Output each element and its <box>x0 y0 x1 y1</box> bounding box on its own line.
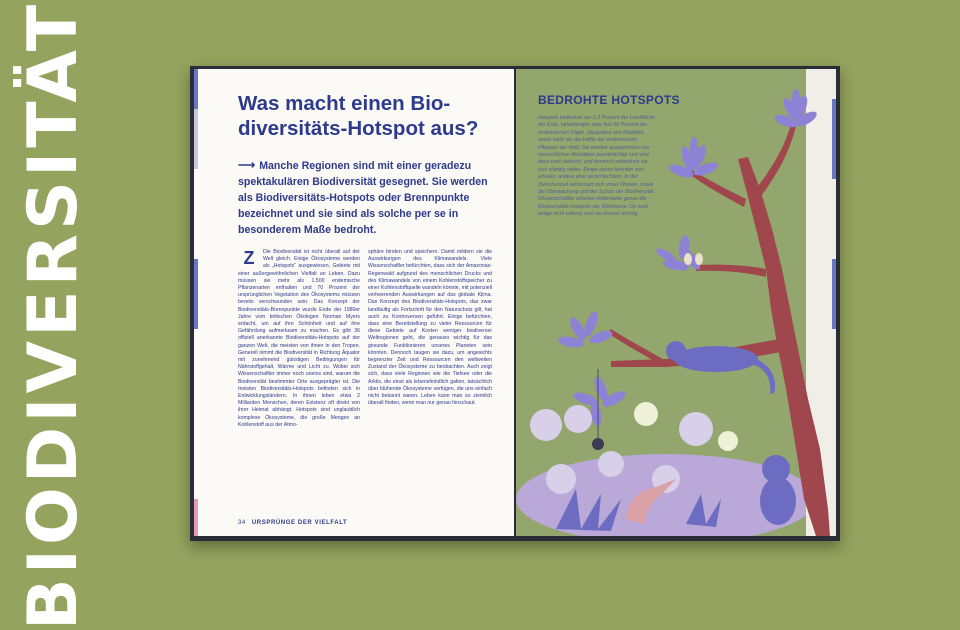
body-text-column-1: Die Biodiversität ist nicht überall auf der Welt gleich. Einige Ökosysteme werden als „Hotspots“ ausgewiesen, Gebiete mit einer außergewöhnlichen Vielfalt an Leben. Dazu müssen sie mehr als 1.500 endemische Pflanzenarten enthalten und 70 Prozent der ursprünglichen Vegetation des Ökosystems müssen bereits verschwunden sein. Das Konzept der Biodiversitäts-Brennpunkte wurde Ende der 1980er Jahre vom britischen Ökologen Norman Myers erdacht, um auf ihre Schönheit und auf ihre Gefährdung aufmerksam zu machen. Es gibt 36 offiziell anerkannte Biodiversitäts-Hotspots auf der ganzen Welt, die meisten von ihnen in den Tropen. Generell nimmt die Biodiversität in Richtung Äquator mit zunehmend günstigen Bedingungen für Nährstoffgehalt, Wärme und Licht zu. Wobei sich Wissenschaftler immer noch uneins sind, warum die Biodiversität bestimmter Orte ausgeprägter ist. Die meisten Biodiversitäts-Hotspots befinden sich in Entwicklungsländern. In ihnen leben etwa 2 Milliarden Menschen, deren Existenz oft direkt von ihrer Heimat abhängt. Hotspots sind unglaublich komplexe Ökosysteme, die große Mengen an Kohlenstoff aus der Atmo- <box>238 249 360 428</box>
page-edge-stripe <box>194 69 198 109</box>
side-title <box>6 0 101 630</box>
right-page <box>516 69 836 536</box>
left-page <box>194 69 514 536</box>
lead-text: Manche Regionen sind mit einer geradezu spektakulären Biodiversität gesegnet. Sie werden als Biodiversitäts-Hotspots oder Brennpunkte bezeichnet und sie sind als solche per se in besonderem Maße bedroht. <box>238 160 488 236</box>
leaf-cluster <box>557 310 614 349</box>
page-edge-stripe <box>832 259 836 329</box>
right-body-text: Hotspots bedecken nur 2,3 Prozent der Landfläche der Erde, beherbergen aber fast 60 Prozent der endemischen Vögel, Säugetiere und Reptilien, sowie mehr als die Hälfte der endemischen Pflanzen der Welt. Sie werden ausnahmslos von menschlichen Aktivitäten beeinträchtigt und sind dazu noch bedroht, und dennoch entwickeln sie sich ständig weiter. Einige davon könnten sich erholen, andere eher verschlechtern. In der Zwischenzeit verbessert sich unser Wissen, sowie die Überwachung und der Schutz der Biodiversität. Wissenschaftler arbeiten mittlerweile genau die Biodiversitäts-Hotspots der Weltmeere. Ob wohl einige nicht erfasst, sind sie ebenso wichtig. <box>538 115 656 218</box>
bird <box>695 253 703 265</box>
spider <box>592 438 604 450</box>
tree-branch <box>696 265 766 277</box>
page-heading: Was macht einen Bio-diversitäts-Hotspot aus? <box>238 92 479 140</box>
page-edge-stripe <box>832 99 836 179</box>
monkey <box>760 455 796 525</box>
lead-paragraph <box>238 157 500 238</box>
page-number: 34 <box>238 520 246 526</box>
dropcap: Z <box>243 249 255 268</box>
page-footer <box>238 520 347 526</box>
arrow-icon: ⟶ <box>238 158 256 172</box>
body-column-2 <box>368 249 492 511</box>
page-edge-stripe <box>194 109 198 169</box>
open-book <box>190 66 840 541</box>
right-heading: BEDROHTE HOTSPOTS <box>538 93 680 107</box>
body-columns <box>212 249 508 511</box>
bird <box>684 253 692 265</box>
leaf-cluster <box>654 234 703 272</box>
running-head: URSPRÜNGE DER VIELFALT <box>251 520 348 526</box>
side-title-text: BIODIVERSITÄT <box>14 0 93 630</box>
body-column-1 <box>238 249 360 511</box>
page-edge-stripe <box>194 259 198 329</box>
page-edge-stripe <box>194 499 198 536</box>
body-text-column-2: sphäre binden und speichern. Damit mildern sie die Auswirkungen des Klimawandels. Viele Wissenschaftler befürchten, dass sich der Amazonas-Regenwald aufgrund des menschlichen Drucks und des Klimawandels von einem Kohlenstoffspeicher zu einer Kohlenstoffquelle wandeln könnte, mit potenziell verheerenden Auswirkungen auf das globale Klima. Das Konzept des Biodiversitäts-Hotspots, das zwar landläufig als Fortschritt für den Naturschutz gilt, hat auch zu Kontroversen geführt. Einige befürchten, dass eine Bereitstellung zu vieler Ressourcen für diese Gebiete auf Kosten weniger biodiverser Weltregionen geht, die genauso wichtig für das gesunde Funktionieren unseres Planeten sein könnten. Dennoch taugen sie dazu, um angesichts begrenzter Zeit und Ressourcen den weltweiten Zustand der Ökosysteme zu beobachten. Auch zeigt sich, dass viele Regionen wie die Tiefsee oder die Arktis, die einst als lebensfeindlich galten, tatsächlich über blühende Ökosysteme verfügen, die uns einfach nicht bekannt waren. Leben kann man so ziemlich überall finden, wenn man nur genau hinschaut. <box>368 249 492 407</box>
tree-branch <box>756 124 796 195</box>
